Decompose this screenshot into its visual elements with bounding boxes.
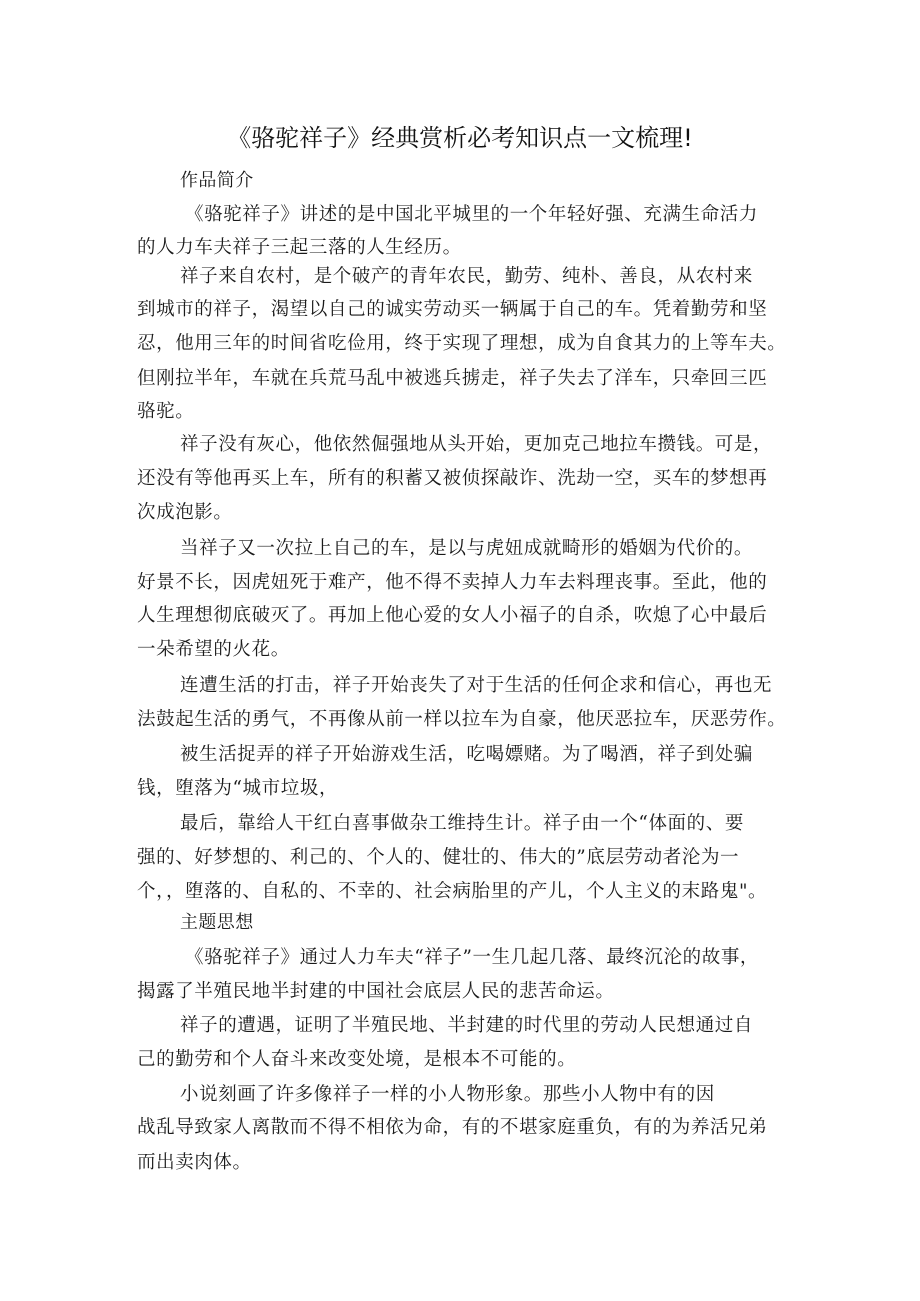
text-line: 人生理想彻底破灭了。再加上他心爱的女人小福子的自杀，吹熄了心中最后 bbox=[137, 605, 768, 626]
text-line: 的人力车夫祥子三起三落的人生经历。 bbox=[137, 237, 462, 258]
text-line: 祥子来自农村，是个破产的青年农民，勤劳、纯朴、善良，从农村来 bbox=[180, 266, 754, 287]
document-title: 《骆驼祥子》经典赏析必考知识点一文梳理! bbox=[227, 124, 693, 152]
text-line: 小说刻画了许多像祥子一样的小人物形象。那些小人物中有的因 bbox=[180, 1084, 715, 1105]
text-line: 还没有等他再买上车，所有的积蓄又被侦探敲诈、洗劫一空，买车的梦想再 bbox=[137, 468, 768, 489]
text-line: 好景不长，因虎妞死于难产，他不得不卖掉人力车去料理丧事。至此，他的 bbox=[137, 572, 768, 593]
text-line: 战乱导致家人离散而不得不相依为命，有的不堪家庭重负，有的为养活兄弟 bbox=[137, 1117, 768, 1138]
section-heading-theme: 主题思想 bbox=[180, 912, 254, 933]
text-line: 强的、好梦想的、利己的、个人的、健壮的、伟大的”底层劳动者沦为一 bbox=[137, 847, 740, 868]
text-line: 但刚拉半年，车就在兵荒马乱中被逃兵掳走，祥子失去了洋车，只牵回三匹 bbox=[137, 368, 768, 389]
text-line: 次成泡影。 bbox=[137, 502, 233, 523]
text-line: 揭露了半殖民地半封建的中国社会底层人民的悲苦命运。 bbox=[137, 981, 615, 1002]
text-line: 法鼓起生活的勇气，不再像从前一样以拉车为自豪，他厌恶拉车，厌恶劳作。 bbox=[137, 709, 787, 730]
section-heading-intro: 作品简介 bbox=[180, 170, 254, 191]
text-line: 而出卖肉体。 bbox=[137, 1152, 252, 1173]
text-line: 骆驼。 bbox=[137, 401, 195, 422]
text-line: 钱，堕落为“城市垃圾， bbox=[137, 778, 339, 799]
text-line: 一朵希望的火花。 bbox=[137, 639, 290, 660]
text-line: 到城市的祥子，渴望以自己的诚实劳动买一辆属于自己的车。凭着勤劳和坚 bbox=[137, 299, 768, 320]
text-line: 忍，他用三年的时间省吃俭用，终于实现了理想，成为自食其力的上等车夫。 bbox=[137, 333, 787, 354]
text-line: 连遭生活的打击，祥子开始丧失了对于生活的任何企求和信心，再也无 bbox=[180, 675, 773, 696]
text-line: 当祥子又一次拉上自己的车，是以与虎妞成就畸形的婚姻为代价的。 bbox=[180, 538, 754, 559]
text-line: 被生活捉弄的祥子开始游戏生活，吃喝嫖赌。为了喝酒，祥子到处骗 bbox=[180, 744, 754, 765]
text-line: 个，，堕落的、自私的、不幸的、社会病胎里的产儿，个人主义的末路鬼"。 bbox=[137, 881, 768, 902]
text-line: 《骆驼祥子》通过人力车夫“祥子”一生几起几落、最终沉沦的故事， bbox=[185, 947, 760, 968]
text-line: 《骆驼祥子》讲述的是中国北平城里的一个年轻好强、充满生命活力 bbox=[185, 204, 759, 225]
text-line: 己的勤劳和个人奋斗来改变处境，是根本不可能的。 bbox=[137, 1049, 577, 1070]
text-line: 最后，靠给人干红白喜事做杂工维持生计。祥子由一个“体面的、要 bbox=[180, 813, 744, 834]
text-line: 祥子没有灰心，他依然倔强地从头开始，更加克己地拉车攒钱。可是， bbox=[180, 434, 773, 455]
text-line: 祥子的遭遇，证明了半殖民地、半封建的时代里的劳动人民想通过自 bbox=[180, 1015, 754, 1036]
